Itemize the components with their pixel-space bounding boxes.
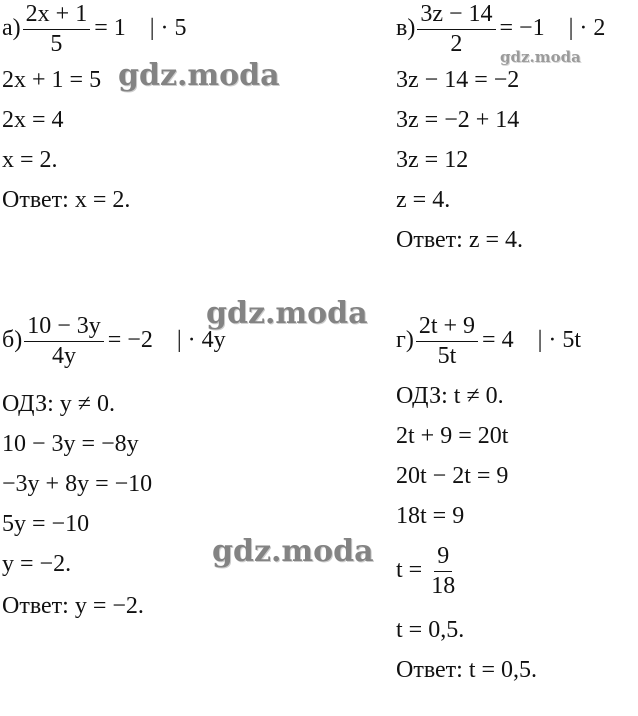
problem-v-fraction [417, 2, 495, 57]
problem-b-equation [2, 314, 226, 369]
watermark: gdz.moda [118, 58, 280, 93]
odz-line: ОДЗ: y ≠ 0. [2, 391, 115, 417]
solution-line: 5y = −10 [2, 511, 90, 537]
watermark: gdz.moda [206, 296, 368, 331]
watermark: gdz.moda [212, 534, 374, 569]
t-prefix: t = [396, 557, 423, 584]
solution-line: y = −2. [2, 551, 72, 577]
problem-g-equation [396, 314, 581, 369]
solution-line: 3z = 12 [396, 147, 469, 173]
odz-line: ОДЗ: t ≠ 0. [396, 383, 504, 409]
t-fraction-line [396, 544, 458, 599]
solution-line: 3z = −2 + 14 [396, 107, 520, 133]
problem-g-fraction [416, 314, 478, 369]
problem-b-rhs: = −2 | · 4y [107, 327, 226, 354]
problem-v-label: в) [396, 15, 416, 42]
fraction-numerator: 9 [434, 544, 452, 572]
fraction-numerator: 2t + 9 [416, 314, 478, 342]
problem-a-rhs: = 1 | · 5 [94, 15, 187, 42]
fraction-numerator: 3z − 14 [417, 2, 495, 30]
problem-b-fraction [24, 314, 104, 369]
solution-line: 10 − 3y = −8y [2, 431, 139, 457]
solution-line: 2x = 4 [2, 107, 64, 133]
watermark: gdz.moda [500, 48, 581, 66]
t-fraction [428, 544, 458, 599]
fraction-denominator: 5 [50, 31, 63, 58]
fraction-numerator: 10 − 3y [24, 314, 104, 342]
solution-line: 18t = 9 [396, 503, 465, 529]
fraction-denominator: 18 [431, 573, 456, 600]
answer-line: Ответ: z = 4. [396, 227, 524, 253]
solution-line: 3z − 14 = −2 [396, 67, 520, 93]
problem-a-equation [2, 2, 187, 57]
problem-a-label: а) [2, 15, 21, 42]
problem-b-label: б) [2, 327, 23, 354]
solution-line: x = 2. [2, 147, 58, 173]
solution-line: z = 4. [396, 187, 451, 213]
solution-line: t = 0,5. [396, 617, 465, 643]
solution-line: −3y + 8y = −10 [2, 471, 153, 497]
solution-line: 2t + 9 = 20t [396, 423, 509, 449]
solution-line: 20t − 2t = 9 [396, 463, 509, 489]
answer-line: Ответ: y = −2. [2, 593, 144, 619]
problem-a-fraction [23, 2, 91, 57]
fraction-denominator: 2 [450, 31, 463, 58]
answer-line: Ответ: x = 2. [2, 187, 131, 213]
fraction-denominator: 4y [51, 343, 76, 370]
fraction-numerator: 2x + 1 [23, 2, 91, 30]
answer-line: Ответ: t = 0,5. [396, 657, 538, 683]
problem-g-label: г) [396, 327, 414, 354]
solution-line: 2x + 1 = 5 [2, 67, 102, 93]
problem-v-rhs: = −1 | · 2 [499, 15, 606, 42]
fraction-denominator: 5t [437, 343, 457, 370]
problem-g-rhs: = 4 | · 5t [482, 327, 582, 354]
